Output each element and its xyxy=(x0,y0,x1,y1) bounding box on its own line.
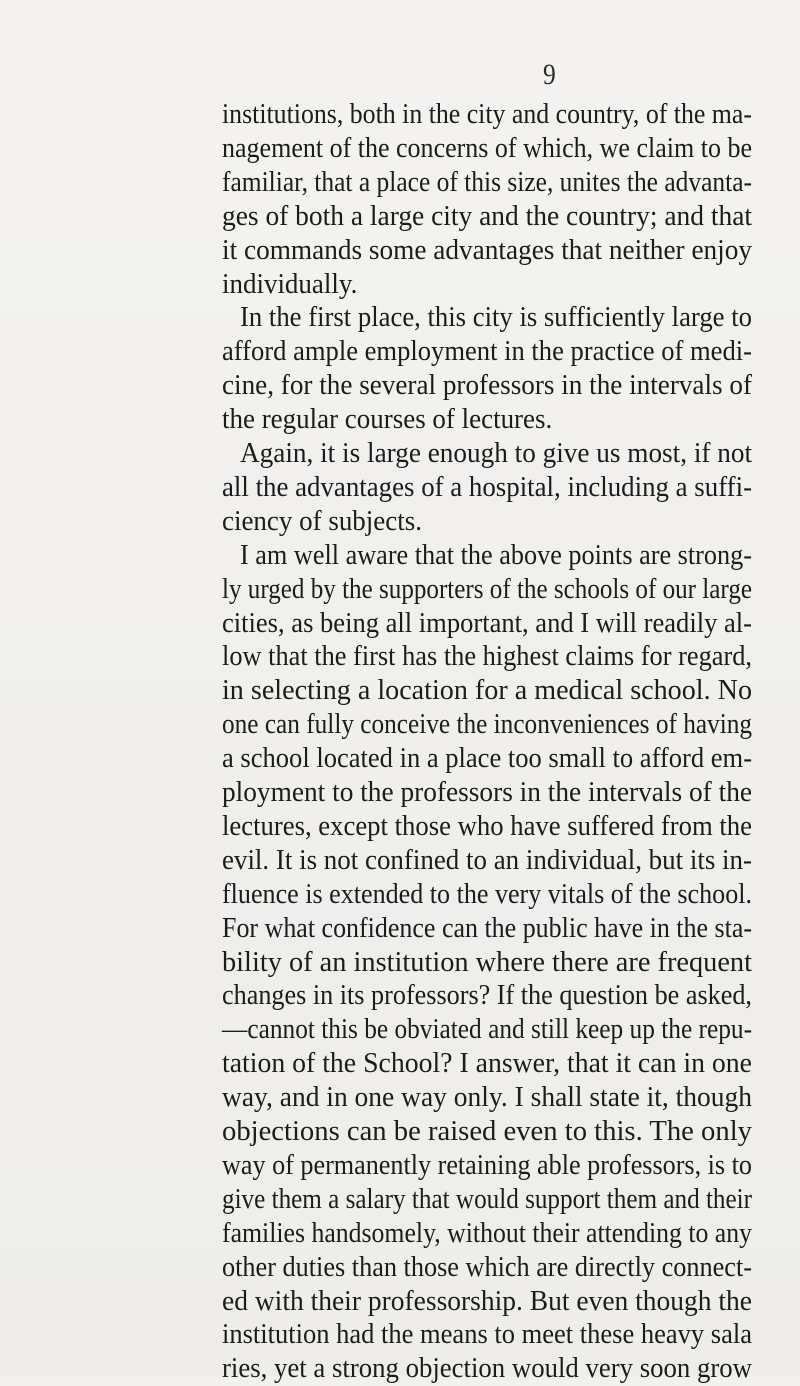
text-line: objections can be raised even to this. The only xyxy=(222,1115,752,1147)
text-line: institution had the means to meet these heavy sala xyxy=(222,1318,752,1351)
text-line: ed with their professorship. But even though the xyxy=(222,1284,753,1317)
text-line: tation of the School? I answer, that it can in one xyxy=(222,1047,753,1080)
text-line: Again, it is large enough to give us most, if not xyxy=(240,437,753,469)
text-line: lectures, except those who have suffered from the xyxy=(222,809,753,842)
text-line: In the first place, this city is sufficiently large to xyxy=(240,301,752,334)
text-line: fluence is extended to the very vitals of the school. xyxy=(222,877,753,910)
text-line: changes in its professors? If the question be asked, xyxy=(222,979,752,1012)
text-line: nagement of the concerns of which, we claim to be xyxy=(222,131,753,164)
text-line: afford ample employment in the practice of medi- xyxy=(222,335,752,368)
text-line: ries, yet a strong objection would very soon grow xyxy=(222,1352,752,1385)
text-line: cine, for the several professors in the intervals of xyxy=(222,369,752,402)
text-line: a school located in a place too small to afford em- xyxy=(222,742,753,775)
text-line: ciency of subjects. xyxy=(222,504,422,537)
text-line: one can fully conceive the inconveniences of having xyxy=(222,708,753,741)
text-line: the regular courses of lectures. xyxy=(222,403,553,436)
text-line: —cannot this be obviated and still keep up the repu- xyxy=(222,1013,753,1046)
text-line: low that the first has the highest claims for regard, xyxy=(222,640,753,673)
text-line: in selecting a location for a medical school. No xyxy=(222,674,753,707)
text-line: bility of an institution where there are frequent xyxy=(222,945,752,978)
text-line: families handsomely, without their attending to any xyxy=(222,1216,753,1249)
text-line: cities, as being all important, and I will readily al- xyxy=(222,606,752,639)
text-line: it commands some advantages that neither enjoy xyxy=(222,233,753,266)
text-line: individually. xyxy=(222,267,358,300)
text-line: evil. It is not confined to an individual, but its in- xyxy=(222,843,753,876)
text-line: ly urged by the supporters of the schools of our large xyxy=(222,572,752,605)
text-line: familiar, that a place of this size, unites the advanta- xyxy=(222,165,753,198)
text-line: all the advantages of a hospital, including a suffi- xyxy=(222,470,753,503)
text-line: way, and in one way only. I shall state it, though xyxy=(222,1081,753,1114)
text-line: give them a salary that would support them and their xyxy=(222,1182,753,1215)
page-number: 9 xyxy=(543,58,556,91)
text-line: For what confidence can the public have in the sta- xyxy=(222,911,753,944)
text-line: other duties than those which are directly connect- xyxy=(222,1250,752,1283)
text-line: way of permanently retaining able professors, is to xyxy=(222,1148,752,1181)
text-line: ployment to the professors in the intervals of the xyxy=(222,776,753,808)
text-line: ges of both a large city and the country; and that xyxy=(222,199,753,232)
text-line: institutions, both in the city and country, of the ma- xyxy=(222,98,752,130)
text-line: I am well aware that the above points are strong- xyxy=(240,538,752,571)
